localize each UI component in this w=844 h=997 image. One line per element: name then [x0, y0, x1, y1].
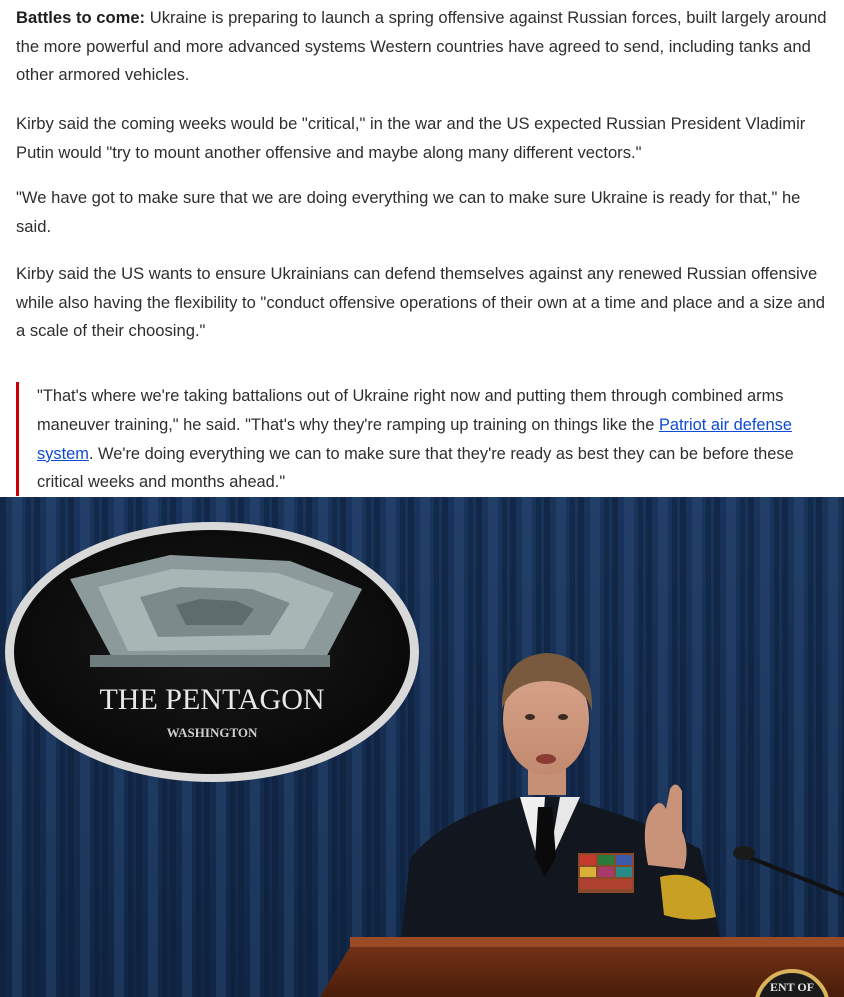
paragraph-defend-themselves: Kirby said the US wants to ensure Ukrainians can defend themselves against any renewed Russian offensive while also having the flexibility to "conduct offensive operations of their own at a time and place and a size and a scale of their choosing." — [16, 264, 826, 341]
pentagon-seal — [5, 522, 419, 782]
paragraph-battles-to-come — [16, 4, 832, 90]
quote-text-after: . We're doing everything we can to make sure that they're ready as best they can be before these critical weeks and months ahead." — [37, 444, 794, 492]
paragraph-lead-label: Battles to come: — [16, 8, 146, 27]
seal-subtitle: WASHINGTON — [166, 725, 258, 740]
pull-quote-text — [19, 382, 835, 497]
paragraph-text: Ukraine is preparing to launch a spring offensive against Russian forces, built largely around the more powerful and more advanced systems Western countries have agreed to send, including tanks and other armored vehicles. — [16, 8, 827, 85]
podium-seal-text: ENT OF — [769, 980, 815, 994]
patriot-air-defense-link[interactable]: Patriot air defense system — [37, 415, 792, 463]
article-body — [0, 0, 844, 497]
pull-quote — [16, 382, 835, 496]
quote-text-before: "That's where we're taking battalions out of Ukraine right now and putting them through combined arms maneuver training," he said. "That's why they're ramping up training on things like the — [37, 387, 784, 434]
press-briefing-photo — [0, 497, 844, 997]
paragraph-kirby-critical: Kirby said the coming weeks would be "critical," in the war and the US expected Russian President Vladimir Putin would "try to mount another offensive and maybe along many different vectors." — [16, 114, 806, 162]
podium — [320, 937, 844, 997]
press-briefing-illustration — [0, 497, 844, 997]
paragraph-ready-quote: "We have got to make sure that we are doing everything we can to make sure Ukraine is ready for that," he said. — [16, 188, 801, 236]
seal-title: THE PENTAGON — [99, 683, 325, 716]
